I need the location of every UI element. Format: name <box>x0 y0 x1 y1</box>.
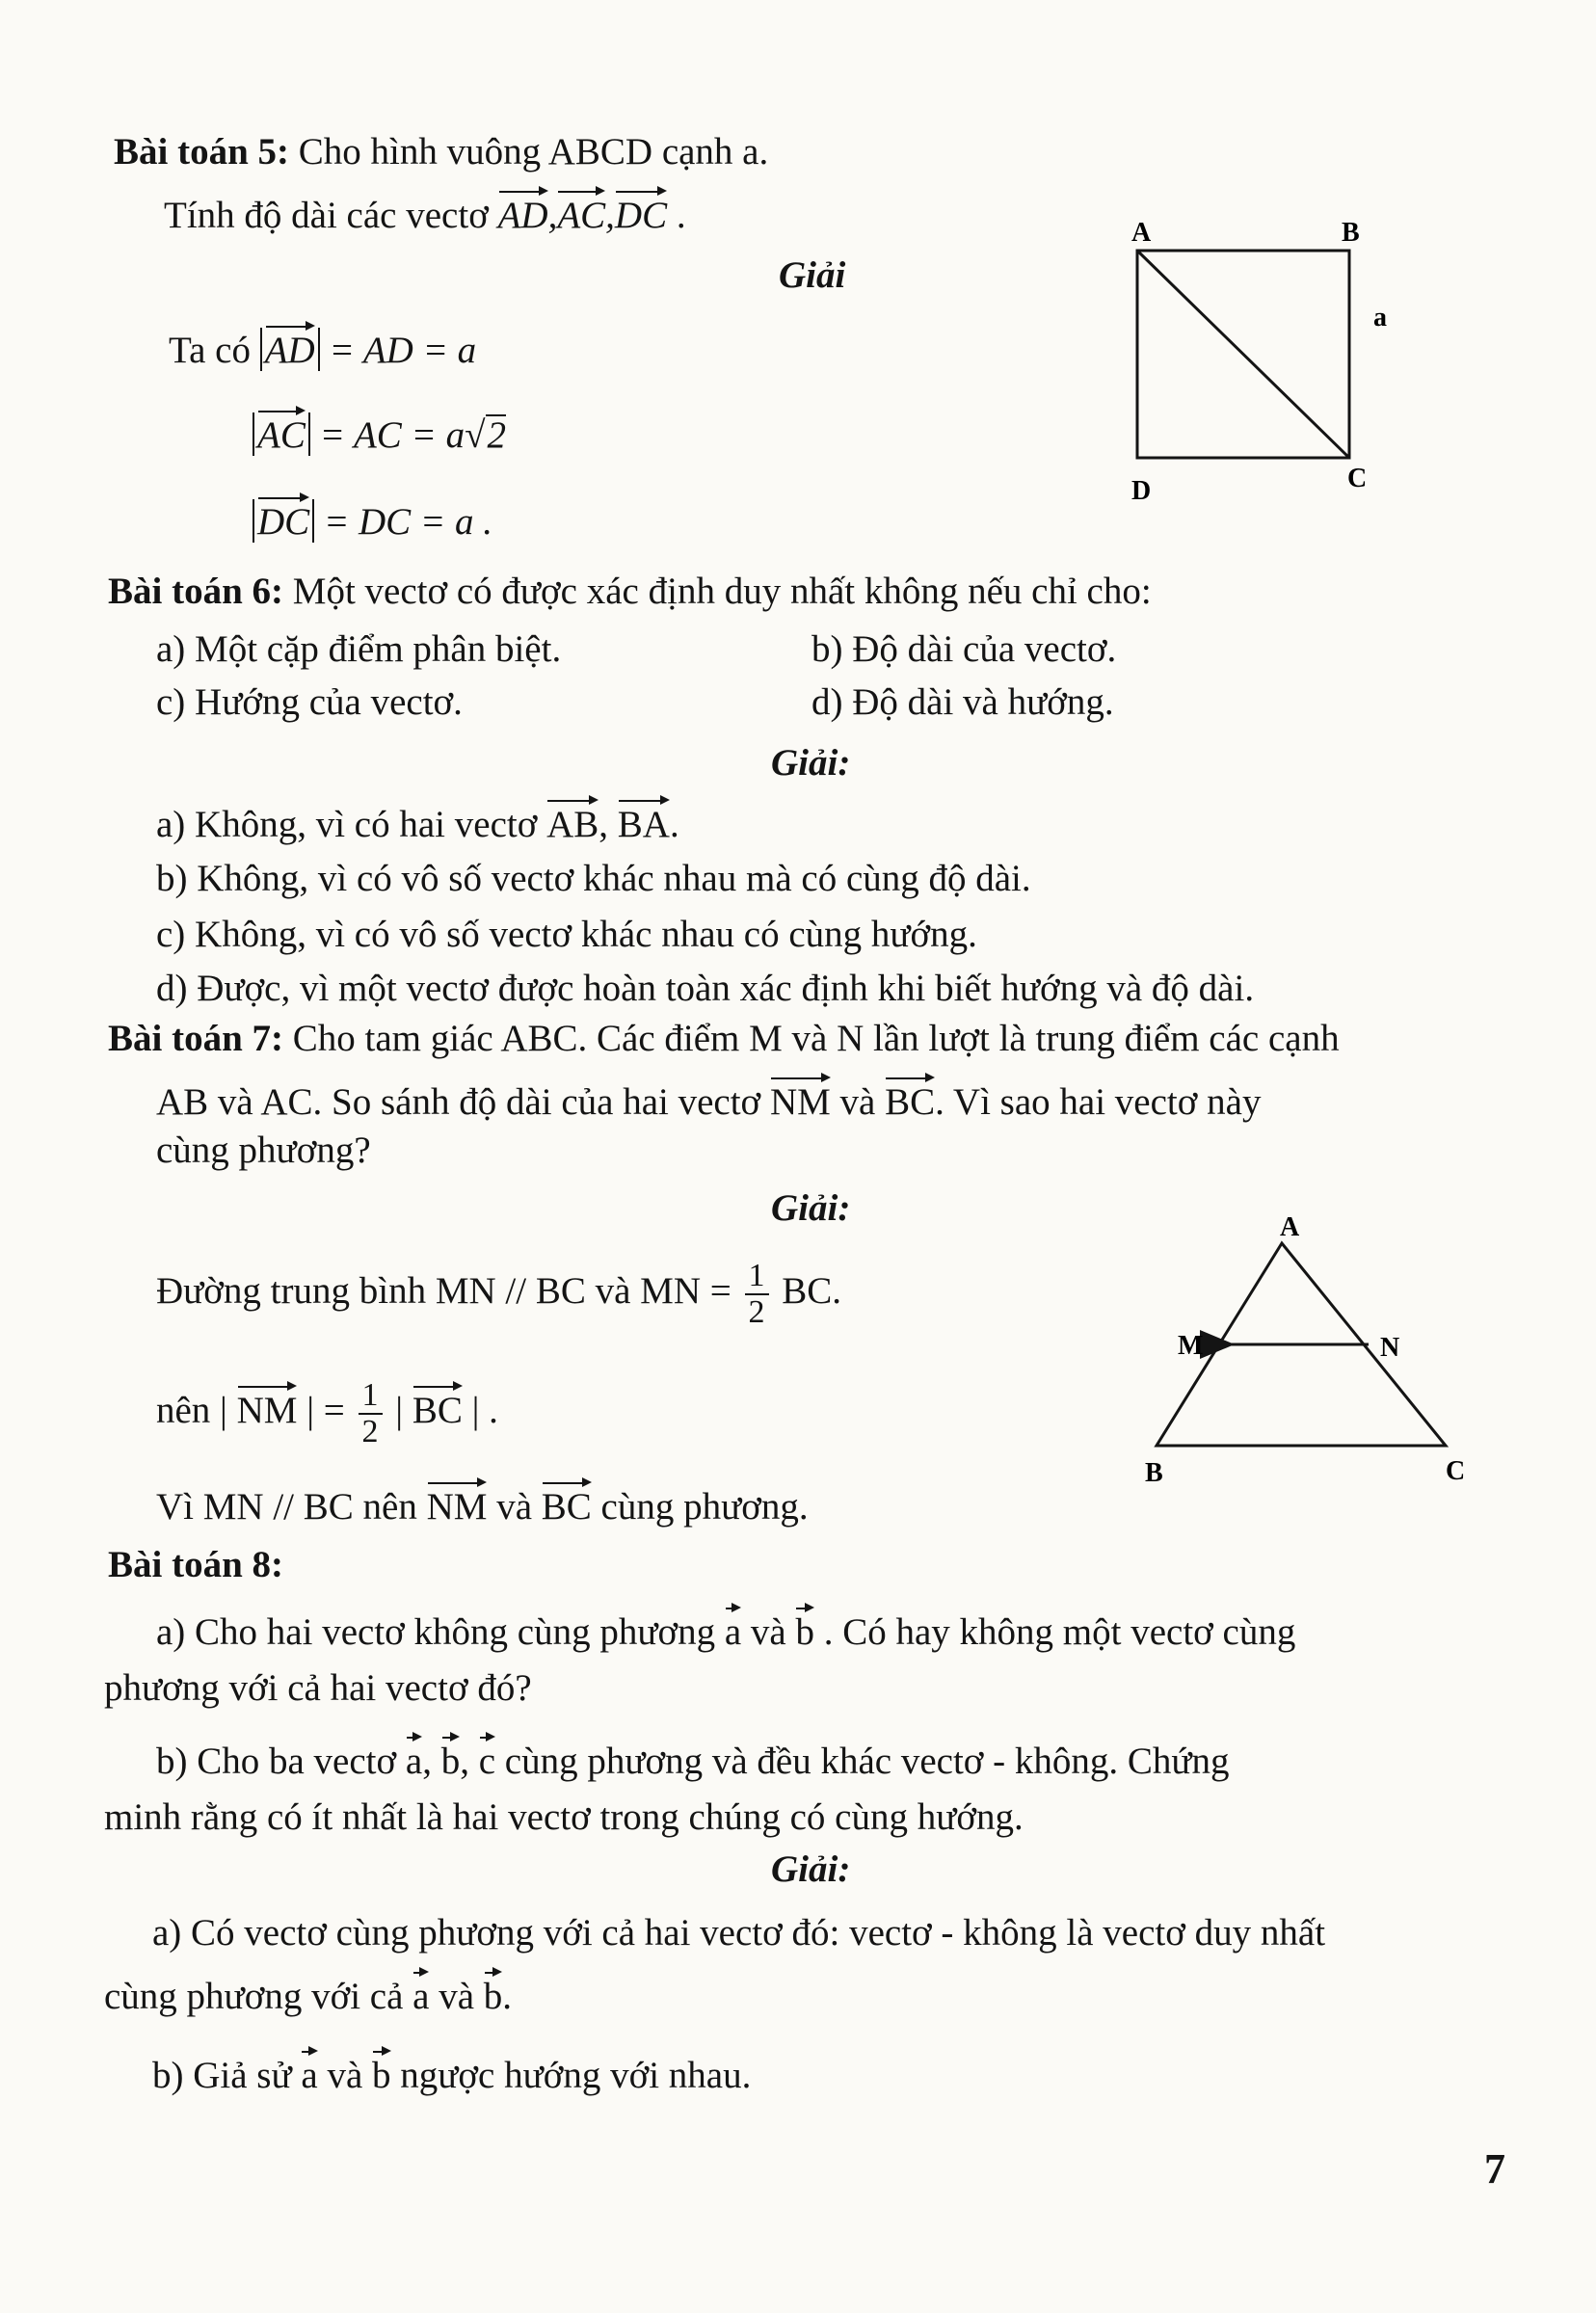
p8-question-b-line2: minh rằng có ít nhất là hai vectơ trong chúng có cùng hướng. <box>104 1796 1024 1838</box>
label-d: D <box>1131 476 1152 506</box>
word-and: và <box>496 1486 533 1528</box>
p8-answer-a: a) Có vectơ cùng phương với cả hai vectơ đó: vectơ - không là vectơ duy nhất <box>152 1912 1326 1954</box>
comma: , <box>605 195 615 236</box>
p8-answer-a-line2-text: cùng phương với cả <box>104 1976 404 2017</box>
p7-statement-2: AB và AC. So sánh độ dài của hai vectơ <box>156 1081 761 1123</box>
p7-title: Bài toán 7: <box>108 1018 284 1059</box>
comma: , <box>598 804 609 845</box>
vector-dc: DC <box>257 501 310 543</box>
p6-answer-a <box>156 802 679 848</box>
vector-ac: AC <box>257 414 306 456</box>
square-abcd-figure <box>1118 212 1407 511</box>
vector-bc: BC <box>412 1389 463 1431</box>
p6-solution-heading: Giải: <box>771 742 851 784</box>
fraction-numerator: 1 <box>745 1259 769 1295</box>
p8-solution-heading: Giải: <box>771 1848 851 1890</box>
p7-solution-3 <box>156 1484 809 1530</box>
p7-solution-1-text: Đường trung bình MN // BC và MN = <box>156 1269 732 1312</box>
word-and: và <box>839 1081 876 1123</box>
vector-b: b <box>795 1611 814 1653</box>
p8-answer-b-text: b) Giả sử <box>152 2055 292 2096</box>
fraction-denominator: 2 <box>748 1294 765 1330</box>
period: . <box>669 804 679 845</box>
p7-solution-3-end: cùng phương. <box>600 1486 809 1528</box>
p8-question-a-text: a) Cho hai vectơ không cùng phương <box>156 1611 716 1653</box>
abs-bar: | <box>395 1389 404 1431</box>
p5-vector-list <box>498 195 677 236</box>
vector-bc: BC <box>885 1081 936 1123</box>
vector-ba: BA <box>617 804 670 845</box>
p5-solution-heading: Giải <box>779 254 846 296</box>
p7-line2 <box>156 1079 1261 1126</box>
sqrt-two: 2 <box>487 414 507 456</box>
p5-taco: Ta có <box>169 330 251 371</box>
triangle-abc-figure <box>1128 1210 1484 1499</box>
label-c: C <box>1446 1456 1466 1486</box>
vector-a: a <box>724 1611 742 1653</box>
p7-solution-heading: Giải: <box>771 1187 851 1229</box>
fraction-half <box>359 1378 383 1449</box>
vector-b: b <box>440 1741 461 1782</box>
p7-solution-2-end: | . <box>471 1389 498 1431</box>
vector-ac: AC <box>557 195 606 236</box>
p6-answer-c: c) Không, vì có vô số vectơ khác nhau có cùng hướng. <box>156 914 977 955</box>
p5-eq2: AC = AC = a√2 <box>253 412 506 459</box>
label-a: A <box>1280 1212 1300 1242</box>
p7-line1 <box>108 1016 1340 1062</box>
fraction-denominator: 2 <box>361 1414 379 1449</box>
vector-ad: AD <box>264 330 315 371</box>
p7-solution-2-mid: | = <box>306 1389 345 1431</box>
p5-eq2-rhs: = AC = a <box>319 414 466 456</box>
label-m: M <box>1178 1331 1204 1361</box>
p7-statement-1: Cho tam giác ABC. Các điểm M và N lần lượt là trung điểm các cạnh <box>292 1018 1340 1059</box>
vector-a: a <box>412 1976 430 2017</box>
p5-line2-text: Tính độ dài các vectơ <box>164 195 489 236</box>
label-c: C <box>1347 464 1368 493</box>
p5-eq3 <box>253 499 492 545</box>
p7-solution-2 <box>156 1378 498 1449</box>
vector-a: a <box>405 1741 423 1782</box>
p5-title: Bài toán 5: <box>114 131 290 173</box>
word-and: và <box>439 1976 475 2017</box>
p7-solution-1-end: BC. <box>782 1269 842 1312</box>
word-and: và <box>750 1611 786 1653</box>
vector-bc: BC <box>541 1486 592 1528</box>
p8-question-b <box>156 1739 1230 1785</box>
vector-ab: AB <box>546 804 599 845</box>
page-number: 7 <box>1484 2145 1505 2193</box>
period: . <box>676 195 686 236</box>
p5-eq1-rhs: = AD = a <box>329 330 477 371</box>
p8-question-a <box>156 1609 1295 1656</box>
vector-c: c <box>478 1741 496 1782</box>
fraction-numerator: 1 <box>359 1378 383 1415</box>
p8-title: Bài toán 8: <box>108 1544 284 1585</box>
p7-solution-3-text: Vì MN // BC nên <box>156 1486 417 1528</box>
p7-statement-2-end: . Vì sao hai vectơ này <box>935 1081 1262 1123</box>
p6-option-d: d) Độ dài và hướng. <box>811 681 1114 723</box>
p6-line1 <box>108 569 1152 615</box>
comma: , <box>460 1741 469 1782</box>
label-b: B <box>1145 1458 1163 1488</box>
p6-answer-d: d) Được, vì một vectơ được hoàn toàn xác định khi biết hướng và độ dài. <box>156 968 1255 1009</box>
diagonal-ac <box>1137 251 1349 458</box>
comma: , <box>422 1741 432 1782</box>
p6-answer-a-text: a) Không, vì có hai vectơ <box>156 804 538 845</box>
p7-solution-1 <box>156 1259 841 1330</box>
vector-a: a <box>301 2055 318 2096</box>
word-and: và <box>327 2055 363 2096</box>
vector-nm: NM <box>769 1081 831 1123</box>
p8-question-a-end: . Có hay không một vectơ cùng <box>823 1611 1296 1653</box>
p5-eq1 <box>169 328 476 374</box>
p8-answer-b-end: ngược hướng với nhau. <box>400 2055 752 2096</box>
p5-line1 <box>114 129 768 175</box>
p8-answer-b <box>152 2053 751 2099</box>
label-a: A <box>1131 218 1152 248</box>
p7-line3: cùng phương? <box>156 1130 371 1171</box>
p8-question-b-end: cùng phương và đều khác vectơ - không. Chứng <box>504 1741 1230 1782</box>
label-side-a: a <box>1373 303 1387 332</box>
period: . <box>502 1976 513 2017</box>
p8-question-b-text: b) Cho ba vectơ <box>156 1741 397 1782</box>
p5-line2 <box>164 193 686 239</box>
p6-answer-b: b) Không, vì có vô số vectơ khác nhau mà có cùng độ dài. <box>156 858 1031 899</box>
p5-eq3-rhs: = DC = a . <box>323 501 492 543</box>
p6-title: Bài toán 6: <box>108 571 284 612</box>
fraction-half <box>745 1259 769 1330</box>
comma: , <box>547 195 558 236</box>
p6-option-c: c) Hướng của vectơ. <box>156 681 463 723</box>
vector-nm: NM <box>236 1389 298 1431</box>
p6-statement: Một vectơ có được xác định duy nhất không nếu chỉ cho: <box>292 571 1152 612</box>
vector-dc: DC <box>614 195 668 236</box>
p8-question-a-line2: phương với cả hai vectơ đó? <box>104 1667 532 1709</box>
vector-b: b <box>483 1976 503 2017</box>
p6-option-a: a) Một cặp điểm phân biệt. <box>156 628 562 670</box>
vector-b: b <box>372 2055 391 2096</box>
vector-ad: AD <box>497 195 548 236</box>
p8-answer-a-line2 <box>104 1974 512 2020</box>
label-b: B <box>1342 218 1360 248</box>
p5-statement: Cho hình vuông ABCD cạnh a. <box>298 131 769 173</box>
vector-nm: NM <box>426 1486 488 1528</box>
p6-option-b: b) Độ dài của vectơ. <box>811 628 1117 670</box>
label-n: N <box>1380 1333 1400 1363</box>
p7-solution-2-pre: nên | <box>156 1389 227 1431</box>
